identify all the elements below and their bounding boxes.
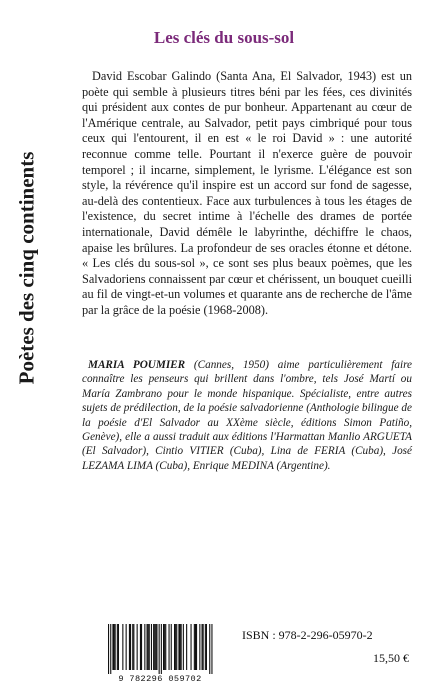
barcode-bar — [161, 624, 162, 674]
barcode-bar — [148, 624, 149, 670]
barcode-bar — [108, 624, 109, 674]
barcode-bar — [112, 624, 113, 670]
barcode-bar — [133, 624, 134, 670]
barcode-bar — [178, 624, 179, 670]
author-bio — [82, 358, 412, 473]
barcode-bar — [195, 624, 196, 670]
series-name: Poètes des cinq continents — [14, 151, 39, 385]
barcode-bar — [181, 624, 182, 670]
barcode-bar — [180, 624, 181, 670]
barcode-bar — [117, 624, 118, 670]
author-name: MARIA POUMIER — [88, 359, 186, 371]
barcode-bar — [144, 624, 145, 670]
barcode-bar — [115, 624, 116, 670]
barcode-bar — [130, 624, 131, 670]
barcode-bar — [159, 624, 160, 674]
barcode-bar — [174, 624, 175, 670]
barcode — [104, 624, 216, 684]
barcode-bar — [149, 624, 150, 670]
barcode-bar — [194, 624, 195, 670]
barcode-bar — [171, 624, 172, 670]
barcode-bar — [203, 624, 204, 670]
barcode-bar — [191, 624, 192, 670]
author-bio-text: (Cannes, 1950) aime particulièrement faire connaître les penseurs qui brillent dans l'ombre, tels José Martí ou María Zambrano pour le monde hispanique. Spécialiste, entre autres sujets de prédilection, de la poésie salvadorienne (Anthologie bilingue de la poésie d'El Salvador au XXème siècle, éditions Simon Patiño, Genève), elle a aussi traduit aux éditions l'Harmattan Manlio ARGUETA (El Salvador), Cintio VITIER (Cuba), Lina de FERIA (Cuba), José LEZAMA LIMA (Cuba), Enrique MEDINA (Argentine). — [82, 359, 412, 472]
barcode-bar — [114, 624, 115, 670]
barcode-bar — [205, 624, 206, 670]
barcode-bar — [196, 624, 197, 670]
barcode-bar — [110, 624, 111, 674]
barcode-bar — [163, 624, 164, 670]
barcode-bar — [147, 624, 148, 670]
barcode-bar — [211, 624, 212, 674]
barcode-bar — [156, 624, 157, 670]
barcode-bar — [183, 624, 184, 670]
barcode-bar — [199, 624, 200, 670]
barcode-bar — [206, 624, 207, 670]
barcode-bar — [176, 624, 177, 670]
barcode-bar — [169, 624, 170, 670]
barcode-bar — [154, 624, 155, 670]
barcode-bar — [186, 624, 187, 670]
barcode-bars — [104, 624, 216, 674]
barcode-bar — [137, 624, 138, 670]
barcode-bar — [151, 624, 152, 670]
barcode-bar — [209, 624, 210, 674]
barcode-bar — [126, 624, 127, 670]
barcode-digits: 9 782296 059702 — [118, 674, 202, 684]
book-summary: David Escobar Galindo (Santa Ana, El Salvador, 1943) est un poète qui semble à plusieurs titres béni par les fées, ces divinités qui président aux contes de pur bonheur. Appartenant au cœur de l'Amérique centrale, au Salvador, petit pays cimbriqué pour tous ceux qui l'entourent, il en est « le roi David » : une autorité reconnue comme telle. Pourtant il n'exerce guère de pouvoir temporel ; il incarne, simplement, le lyrisme. L'élégance est son style, la révérence qu'il inspire est un accord sur fond de sagesse, au-delà des contentieux. Face aux turbulences à tous les étages de l'existence, du secret intime à l'échelle des drames de portée internationale, David démêle le labyrinthe, déchiffre le chaos, apaise les brûlures. La profondeur de ses oracles étonne et détone. « Les clés du sous-sol », ce sont ses plus beaux poèmes, que les Salvadoriens connaissent par cœur et chérissent, un bouquet cueilli au fil de vingt-et-un volumes et quarante ans de recherche de l'âme par la grâce de la poésie (1968-2008). — [82, 69, 412, 317]
series-spine-label — [10, 58, 44, 478]
barcode-bar — [165, 624, 166, 670]
barcode-bar — [202, 624, 203, 670]
isbn-number: ISBN : 978-2-296-05970-2 — [242, 628, 373, 642]
barcode-bar — [155, 624, 156, 670]
barcode-bar — [132, 624, 133, 670]
barcode-bar — [175, 624, 176, 670]
book-title: Les clés du sous-sol — [153, 28, 295, 47]
barcode-bar — [153, 624, 154, 670]
barcode-bar — [118, 624, 119, 670]
price: 15,50 € — [373, 651, 409, 665]
barcode-bar — [164, 624, 165, 670]
barcode-bar — [122, 624, 123, 670]
barcode-bar — [140, 624, 141, 670]
barcode-bar — [129, 624, 130, 670]
barcode-bar — [141, 624, 142, 670]
